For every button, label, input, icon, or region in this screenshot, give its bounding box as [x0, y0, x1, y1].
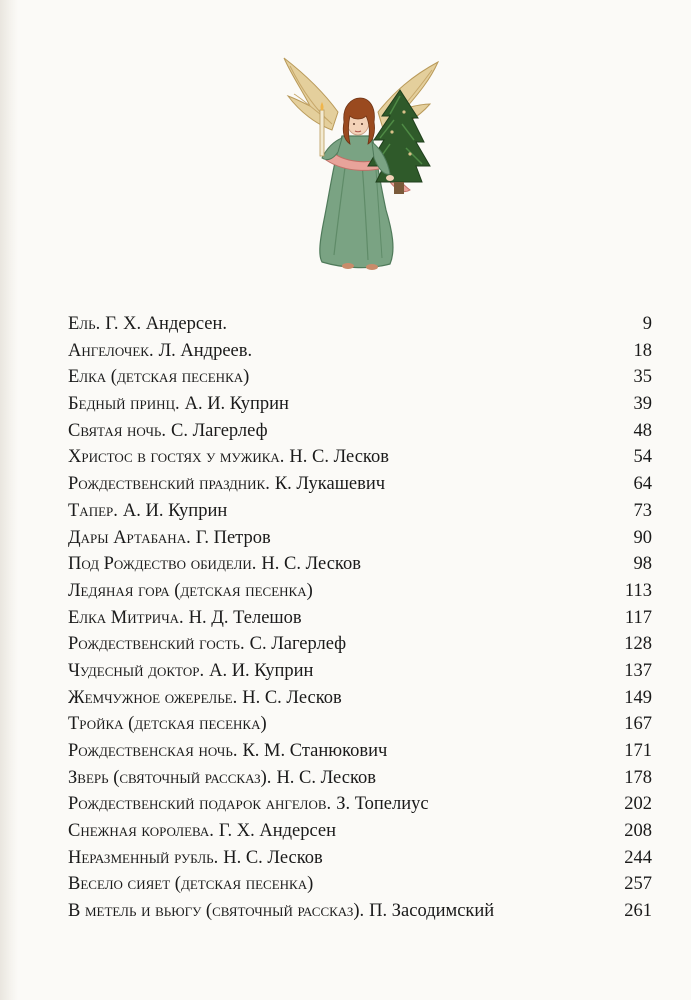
entry-author: С. Лагерлеф	[171, 420, 268, 441]
table-of-contents	[68, 311, 652, 925]
entry-page-number: 18	[633, 340, 652, 361]
entry-page-number: 244	[624, 847, 652, 868]
toc-entry[interactable]	[68, 605, 652, 632]
toc-entry[interactable]	[68, 498, 652, 525]
entry-page-number: 257	[624, 874, 652, 895]
entry-title: Елка (детская песенка)	[68, 367, 250, 388]
entry-title: Святая ночь.	[68, 420, 167, 441]
toc-entry[interactable]	[68, 818, 652, 845]
entry-author: Н. С. Лесков	[223, 847, 323, 868]
entry-page-number: 208	[624, 821, 652, 842]
entry-author: А. И. Куприн	[209, 660, 314, 681]
christmas-angel-with-tree-icon	[272, 50, 444, 275]
entry-title: Под Рождество обидели.	[68, 554, 257, 575]
toc-entry[interactable]	[68, 791, 652, 818]
toc-entry[interactable]	[68, 631, 652, 658]
entry-title: Жемчужное ожерелье.	[68, 687, 238, 708]
toc-entry[interactable]	[68, 711, 652, 738]
entry-title: Рождественский праздник.	[68, 474, 270, 495]
toc-entry[interactable]	[68, 845, 652, 872]
entry-title: Неразменный рубль.	[68, 847, 219, 868]
toc-entry[interactable]	[68, 418, 652, 445]
entry-page-number: 48	[633, 420, 652, 441]
entry-page-number: 64	[633, 474, 652, 495]
entry-page-number: 54	[633, 447, 652, 468]
entry-author: К. М. Станюкович	[242, 741, 388, 761]
entry-author: З. Топелиус	[336, 794, 429, 815]
toc-entry[interactable]	[68, 738, 652, 765]
entry-author: Г. Петров	[195, 527, 271, 548]
entry-author: С. Лагерлеф	[249, 634, 347, 655]
entry-page-number: 113	[624, 580, 652, 601]
entry-title: Рождественский гость.	[68, 634, 245, 655]
entry-title: Христос в гостях у мужика.	[68, 447, 285, 468]
entry-page-number: 178	[624, 767, 652, 788]
toc-entry[interactable]	[68, 525, 652, 552]
entry-author: Н. Д. Телешов	[188, 607, 302, 628]
entry-author: А. И. Куприн	[122, 500, 228, 521]
toc-entry[interactable]	[68, 871, 652, 898]
entry-title: Дары Артабана.	[68, 527, 191, 548]
entry-author: А. И. Куприн	[184, 394, 289, 415]
entry-title: Рождественский подарок ангелов.	[68, 794, 332, 815]
entry-author: К. Лукашевич	[274, 474, 386, 495]
entry-title: В метель и вьюгу (святочный рассказ).	[68, 901, 365, 922]
toc-entry[interactable]	[68, 685, 652, 712]
entry-page-number: 39	[633, 394, 652, 415]
entry-page-number: 90	[633, 527, 652, 548]
entry-page-number: 128	[624, 634, 652, 655]
toc-entry[interactable]	[68, 551, 652, 578]
toc-entry[interactable]	[68, 471, 652, 498]
entry-page-number: 35	[633, 367, 652, 388]
entry-page-number: 171	[624, 741, 652, 761]
entry-author: Л. Андреев.	[158, 340, 253, 361]
entry-page-number: 98	[633, 554, 652, 575]
entry-author: Г. Х. Андерсен	[218, 821, 337, 842]
entry-page-number: 261	[624, 901, 652, 922]
toc-entry[interactable]	[68, 311, 652, 338]
entry-title: Ангелочек.	[68, 340, 154, 361]
entry-title: Тройка (детская песенка)	[68, 714, 267, 735]
toc-entry[interactable]	[68, 391, 652, 418]
left-wing	[284, 58, 338, 130]
entry-page-number: 73	[633, 500, 652, 521]
entry-title: Чудесный доктор.	[68, 660, 205, 681]
entry-author: Н. С. Лесков	[289, 447, 389, 468]
entry-page-number: 149	[624, 687, 652, 708]
entry-author: Н. С. Лесков	[276, 767, 376, 788]
toc-entry[interactable]	[68, 338, 652, 365]
entry-title: Зверь (святочный рассказ).	[68, 767, 272, 788]
entry-title: Бедный принц.	[68, 394, 180, 415]
entry-title: Снежная королева.	[68, 821, 214, 842]
entry-title: Тапер.	[68, 500, 118, 521]
toc-entry[interactable]	[68, 898, 652, 925]
page-edge	[0, 0, 18, 1000]
entry-title: Елка Митрича.	[68, 607, 184, 628]
toc-entry[interactable]	[68, 364, 652, 391]
toc-entry[interactable]	[68, 444, 652, 471]
entry-author: П. Засодимский	[369, 901, 495, 922]
toc-entry[interactable]	[68, 578, 652, 605]
entry-author: Н. С. Лесков	[242, 687, 342, 708]
entry-page-number: 117	[624, 607, 652, 628]
entry-title: Весело сияет (детская песенка)	[68, 874, 314, 895]
entry-page-number: 137	[624, 660, 652, 681]
toc-entry[interactable]	[68, 658, 652, 685]
entry-author: Н. С. Лесков	[261, 554, 361, 575]
entry-page-number: 9	[642, 314, 652, 334]
entry-title: Рождественская ночь.	[68, 741, 238, 761]
toc-entry[interactable]	[68, 765, 652, 792]
entry-author: Г. Х. Андерсен.	[105, 314, 227, 334]
entry-page-number: 167	[624, 714, 652, 735]
entry-page-number: 202	[624, 794, 652, 815]
entry-title: Ель.	[68, 314, 101, 334]
entry-title: Ледяная гора (детская песенка)	[68, 580, 313, 601]
